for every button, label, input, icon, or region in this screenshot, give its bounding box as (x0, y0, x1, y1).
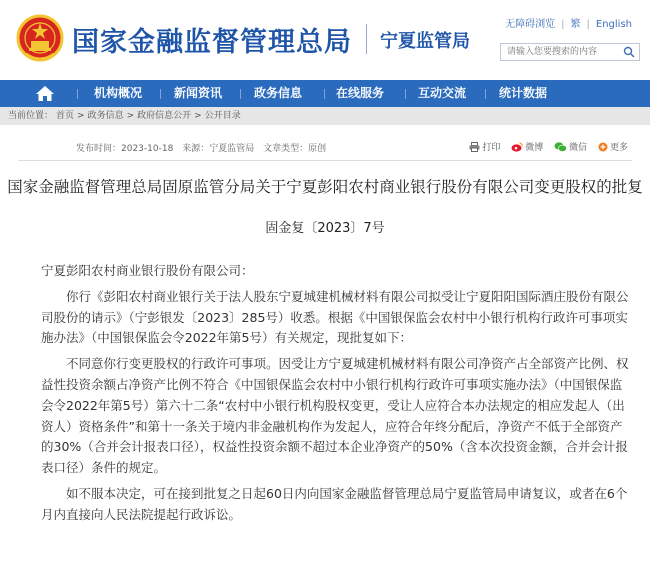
breadcrumb-item-catalog[interactable]: 公开目录 (204, 111, 241, 121)
nav-separator (324, 89, 325, 99)
nav-item-statistics[interactable]: 统计数据 (498, 86, 547, 100)
top-link-separator: | (586, 19, 590, 30)
article-meta (76, 141, 332, 154)
nav-item-interaction[interactable]: 互动交流 (417, 86, 466, 100)
wechat-label: 微信 (569, 143, 588, 153)
breadcrumb-item-info-disclosure[interactable]: 政府信息公开 (137, 111, 192, 121)
breadcrumb-item-government-info[interactable]: 政务信息 (87, 111, 124, 121)
main-nav (0, 80, 650, 107)
document-number: 固金复〔2023〕7号 (265, 221, 385, 236)
national-emblem-icon (16, 14, 64, 64)
nav-item-government-info[interactable]: 政务信息 (253, 86, 302, 100)
nav-separator (405, 89, 406, 99)
bureau-title[interactable]: 宁夏监管局 (380, 31, 470, 52)
breadcrumb-separator: > (194, 111, 202, 121)
search-box (500, 43, 640, 61)
english-link[interactable]: English (595, 19, 632, 30)
accessibility-link[interactable]: 无障碍浏览 (505, 19, 556, 30)
nav-item-online-service[interactable]: 在线服务 (335, 86, 384, 100)
nav-separator (240, 89, 241, 99)
plus-icon (598, 142, 608, 152)
traditional-chinese-link[interactable]: 繁 (570, 19, 581, 30)
weibo-icon (511, 142, 523, 152)
wechat-icon (554, 142, 567, 152)
article-paragraph: 你行《彭阳农村商业银行关于法人股东宁夏城建机械材料有限公司拟受让宁夏阳阳国际酒庄股份有限公司股份的请示》（宁彭银发〔2023〕285号）收悉。根据《中国银保监会农村中小银行机构行政许可事项实施办法》（中国银保监会令2022年第5号）有关规定，现批复如下： (41, 288, 629, 346)
meta-divider (18, 160, 632, 161)
article-body (41, 261, 631, 531)
print-button[interactable] (469, 140, 500, 153)
article-title: 国家金融监督管理总局固原监管分局关于宁夏彭阳农村商业银行股份有限公司变更股权的批复 (7, 178, 643, 196)
nav-separator (77, 89, 78, 99)
article-paragraph: 如不服本决定，可在接到批复之日起60日内向国家金融监督管理总局宁夏监管局申请复议，或者在6个月内直接向人民法院提起行政诉讼。 (41, 485, 628, 522)
weibo-share-button[interactable] (511, 140, 543, 153)
breadcrumb-label: 当前位置： (8, 111, 54, 121)
top-links (501, 15, 636, 30)
article-addressee: 宁夏彭阳农村商业银行股份有限公司： (41, 263, 254, 278)
home-icon[interactable] (34, 84, 56, 103)
more-share-button[interactable] (598, 140, 628, 153)
more-label: 更多 (609, 143, 628, 153)
nav-item-news[interactable]: 新闻资讯 (173, 86, 222, 100)
search-icon[interactable] (623, 46, 635, 58)
wechat-share-button[interactable] (554, 140, 587, 153)
site-title[interactable]: 国家金融监督管理总局 (72, 27, 352, 58)
nav-separator (485, 89, 486, 99)
breadcrumb-separator: > (126, 111, 135, 121)
article-source: 来源：宁夏监管局 (182, 144, 255, 154)
search-input[interactable] (507, 44, 619, 60)
article-paragraph: 不同意你行变更股权的行政许可事项。因受让方宁夏城建机械材料有限公司净资产占全部资产比例、权益性投资余额占净资产比例不符合《中国银保监会农村中小银行机构行政许可事项实施办法》（中国银保监会令2022年第5号）第六十二条“农村中小银行机构股权变更，受让人应符合本办法规定的相应发起人（出资人）资格条件”和第十一条关于境内非金融机构作为发起人，应符合年终分配后，净资产不低于全部资产的30%（合并会计报表口径），权益性投资余额不超过本企业净资产的50%（含本次投资金额，合并会计报表口径）条件的规定。 (41, 356, 629, 476)
breadcrumb (0, 107, 650, 125)
nav-separator (160, 89, 161, 99)
printer-icon (469, 142, 480, 152)
title-divider (366, 24, 367, 54)
nav-item-organization[interactable]: 机构概况 (93, 86, 142, 100)
share-bar (461, 140, 628, 153)
weibo-label: 微博 (525, 143, 544, 153)
publish-date: 发布时间：2023-10-18 (76, 144, 174, 154)
top-link-separator: | (561, 19, 565, 30)
article-type: 文章类型：原创 (263, 144, 327, 154)
breadcrumb-item-home[interactable]: 首页 (56, 111, 75, 121)
site-header (0, 0, 650, 80)
print-label: 打印 (482, 143, 501, 153)
breadcrumb-separator: > (77, 111, 85, 121)
